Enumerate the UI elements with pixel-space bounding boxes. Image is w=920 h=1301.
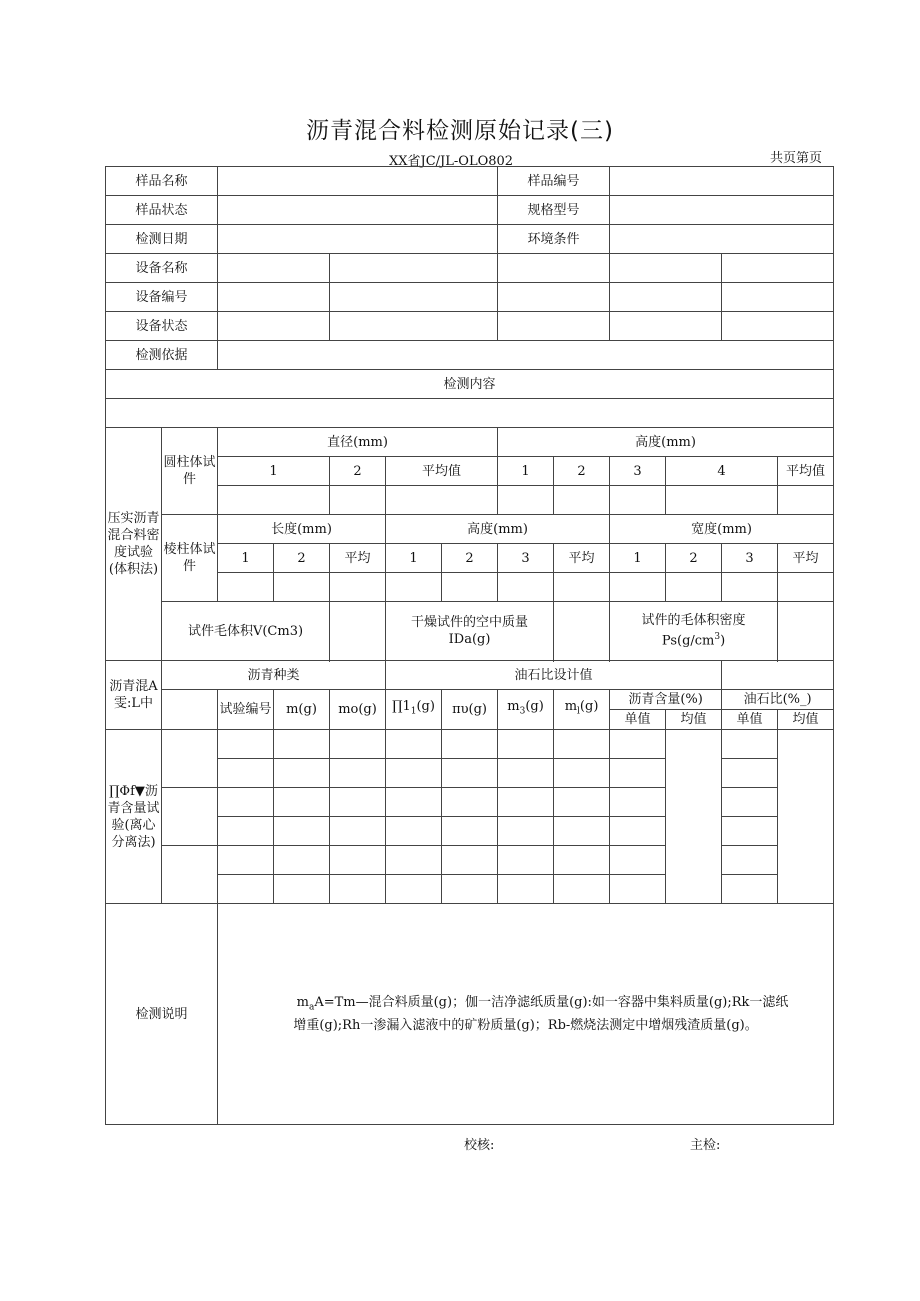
- data-cell[interactable]: [386, 486, 498, 515]
- cylinder-label: 圆柱体试件: [162, 428, 218, 515]
- col-m1: [386, 690, 442, 730]
- col-m1-main: ∏1: [392, 699, 411, 715]
- data-cell[interactable]: [498, 875, 554, 904]
- data-cell[interactable]: [274, 846, 330, 875]
- data-cell[interactable]: [218, 817, 274, 846]
- row-equip-name: [106, 254, 834, 283]
- data-cell[interactable]: [498, 486, 554, 515]
- asphalt-test-label-bottom: ∏Φf▼沥青含量试验(离心分离法): [106, 730, 162, 904]
- col-avg: 平均: [778, 544, 834, 573]
- content-heading: 检测内容: [106, 370, 834, 399]
- data-cell[interactable]: [442, 730, 498, 759]
- col-m3-end: (g): [525, 699, 544, 715]
- data-cell[interactable]: [330, 759, 386, 788]
- specimen-no-header: 试验编号: [218, 690, 274, 730]
- spec-model-label: 规格型号: [498, 196, 610, 225]
- table-row: [106, 846, 834, 875]
- equip-no-field[interactable]: [498, 283, 610, 312]
- data-cell[interactable]: [274, 730, 330, 759]
- equip-no-field[interactable]: [330, 283, 498, 312]
- dry-mass-label-line2: IDa(g): [448, 632, 491, 647]
- equip-name-label: 设备名称: [106, 254, 218, 283]
- data-cell[interactable]: [442, 846, 498, 875]
- equip-state-field[interactable]: [218, 312, 330, 341]
- notes-text: [218, 904, 834, 1125]
- col-ml-end: (g): [579, 699, 599, 715]
- data-cell[interactable]: [330, 788, 386, 817]
- row-test-date: [106, 225, 834, 254]
- design-ratio-label: 油石比设计值: [386, 661, 722, 690]
- data-cell[interactable]: [610, 817, 666, 846]
- data-cell[interactable]: [722, 759, 778, 788]
- notes-line-1: [219, 994, 832, 1017]
- bulk-density-label-line1: 试件的毛体积密度: [641, 613, 746, 629]
- data-cell[interactable]: [274, 759, 330, 788]
- col-number: 1: [610, 544, 666, 573]
- dry-mass-label-line1: 干燥试件的空中质量: [411, 615, 529, 630]
- data-cell[interactable]: [778, 486, 834, 515]
- row-test-basis: [106, 341, 834, 370]
- data-cell[interactable]: [610, 875, 666, 904]
- bulk-density-label-end: ): [720, 633, 726, 649]
- data-cell[interactable]: [554, 788, 610, 817]
- test-basis-label: 检测依据: [106, 341, 218, 370]
- dry-mass-label: [386, 602, 554, 661]
- data-cell[interactable]: [610, 486, 666, 515]
- col-m1-end: (g): [416, 699, 435, 715]
- data-cell[interactable]: [722, 875, 778, 904]
- row-cyl-header: [106, 428, 834, 457]
- cyl-height-header: 高度(mm): [498, 428, 834, 457]
- col-m3-main: m: [507, 699, 520, 715]
- col-avg-value: 平均值: [778, 457, 834, 486]
- data-cell[interactable]: [386, 817, 442, 846]
- notes-line1-m: m: [296, 995, 309, 1011]
- data-cell[interactable]: [610, 759, 666, 788]
- bulk-density-label: [610, 602, 778, 661]
- data-cell[interactable]: [386, 759, 442, 788]
- col-mu: πυ(g): [442, 690, 498, 730]
- data-cell[interactable]: [218, 846, 274, 875]
- equip-state-field[interactable]: [498, 312, 610, 341]
- sample-no-label: 样品编号: [498, 167, 610, 196]
- equip-state-field[interactable]: [722, 312, 834, 341]
- data-cell[interactable]: [554, 573, 610, 602]
- sample-state-label: 样品状态: [106, 196, 218, 225]
- col-ml: [554, 690, 610, 730]
- subscript: a: [308, 1002, 315, 1013]
- superscript: 3: [714, 632, 721, 643]
- data-cell[interactable]: [330, 573, 386, 602]
- data-cell[interactable]: [498, 573, 554, 602]
- test-date-label: 检测日期: [106, 225, 218, 254]
- data-cell[interactable]: [610, 788, 666, 817]
- col-m: m(g): [274, 690, 330, 730]
- col-number: 3: [722, 544, 778, 573]
- col-number: 4: [666, 457, 778, 486]
- row-density-results: [106, 602, 834, 661]
- data-cell[interactable]: [330, 875, 386, 904]
- data-cell[interactable]: [330, 730, 386, 759]
- notes-line-2: 增重(g);Rh一渗漏入滤液中的矿粉质量(g)；Rb-燃烧法测定中增烟残渣质量(g)。: [293, 1017, 758, 1033]
- data-cell[interactable]: [554, 486, 610, 515]
- bulk-density-value[interactable]: [778, 602, 834, 661]
- data-cell[interactable]: [554, 730, 610, 759]
- data-cell[interactable]: [610, 730, 666, 759]
- equip-no-label: 设备编号: [106, 283, 218, 312]
- col-ml-main: m: [564, 699, 578, 715]
- col-number: 3: [610, 457, 666, 486]
- equip-state-field[interactable]: [610, 312, 722, 341]
- equip-no-field[interactable]: [218, 283, 330, 312]
- table-row: [106, 788, 834, 817]
- col-avg: 平均: [330, 544, 386, 573]
- data-cell[interactable]: [498, 730, 554, 759]
- test-basis-field[interactable]: [218, 341, 834, 370]
- col-mo: mo(g): [330, 690, 386, 730]
- row-sample-state: [106, 196, 834, 225]
- asphalt-content-header: 沥青含量(%): [610, 690, 722, 710]
- equip-name-field[interactable]: [498, 254, 610, 283]
- col-avg: 平均: [554, 544, 610, 573]
- data-cell[interactable]: [442, 573, 498, 602]
- document-title: 沥青混合料检测原始记录(三): [306, 118, 614, 144]
- data-cell[interactable]: [442, 788, 498, 817]
- data-cell[interactable]: [386, 573, 442, 602]
- col-number: 2: [330, 457, 386, 486]
- data-cell[interactable]: [386, 846, 442, 875]
- width-header: 宽度(mm): [610, 515, 834, 544]
- dry-mass-value[interactable]: [554, 602, 610, 661]
- record-table: [105, 166, 834, 1125]
- asphalt-test-label-top: 沥青混A 雯:L中: [106, 661, 162, 730]
- asphalt-type-value[interactable]: [162, 690, 218, 730]
- row-content-heading: [106, 370, 834, 399]
- data-cell[interactable]: [218, 730, 274, 759]
- row-asphalt-cols: [106, 690, 834, 710]
- col-avg-value: 平均值: [386, 457, 498, 486]
- col-number: 2: [666, 544, 722, 573]
- data-cell[interactable]: [274, 573, 330, 602]
- notes-label: 检测说明: [106, 904, 218, 1125]
- col-number: 1: [386, 544, 442, 573]
- data-cell[interactable]: [498, 788, 554, 817]
- row-prism-header: [106, 515, 834, 544]
- env-conditions-label: 环境条件: [498, 225, 610, 254]
- data-cell[interactable]: [330, 486, 386, 515]
- data-cell[interactable]: [722, 817, 778, 846]
- col-m3: [498, 690, 554, 730]
- sample-name-field[interactable]: [218, 167, 498, 196]
- row-sample-name: [106, 167, 834, 196]
- subscript: 1: [410, 706, 417, 717]
- row-asphalt-header: [106, 661, 834, 690]
- prism-height-header: 高度(mm): [386, 515, 610, 544]
- col-number: 1: [498, 457, 554, 486]
- bulk-density-label-line2: Ps(g/cm: [661, 633, 715, 649]
- sample-no-field[interactable]: [610, 167, 834, 196]
- row-equip-no: [106, 283, 834, 312]
- data-cell[interactable]: [498, 759, 554, 788]
- oil-ratio-header: 油石比(%_): [722, 690, 834, 710]
- density-test-label: 压实沥青混合料密度试验(体积法): [106, 428, 162, 661]
- data-cell[interactable]: [666, 486, 778, 515]
- data-cell[interactable]: [218, 875, 274, 904]
- data-cell[interactable]: [498, 846, 554, 875]
- row-blank: [106, 399, 834, 428]
- col-mean: 均值: [666, 710, 722, 730]
- equip-state-label: 设备状态: [106, 312, 218, 341]
- col-number: 2: [442, 544, 498, 573]
- equip-no-field[interactable]: [610, 283, 722, 312]
- data-cell[interactable]: [274, 817, 330, 846]
- data-cell[interactable]: [666, 573, 722, 602]
- data-cell[interactable]: [386, 730, 442, 759]
- asphalt-type-label: 沥青种类: [162, 661, 386, 690]
- data-cell[interactable]: [162, 730, 218, 788]
- table-row: [106, 730, 834, 759]
- row-notes: [106, 904, 834, 1125]
- data-cell[interactable]: [554, 875, 610, 904]
- design-ratio-value[interactable]: [722, 661, 834, 690]
- check-label: 校核:: [464, 1138, 495, 1153]
- bulk-volume-value[interactable]: [330, 602, 386, 661]
- subscript: 3: [519, 706, 526, 717]
- data-cell[interactable]: [722, 846, 778, 875]
- page-count: 共页第页: [770, 151, 823, 166]
- col-single: 单值: [610, 710, 666, 730]
- col-number: 3: [498, 544, 554, 573]
- equip-name-field[interactable]: [610, 254, 722, 283]
- main-check-label: 主检:: [690, 1138, 721, 1153]
- data-cell[interactable]: [330, 846, 386, 875]
- env-conditions-field[interactable]: [610, 225, 834, 254]
- data-cell[interactable]: [442, 759, 498, 788]
- data-cell[interactable]: [274, 788, 330, 817]
- data-cell[interactable]: [610, 846, 666, 875]
- data-cell[interactable]: [778, 573, 834, 602]
- data-cell[interactable]: [162, 846, 218, 904]
- data-cell[interactable]: [554, 846, 610, 875]
- col-number: 1: [218, 457, 330, 486]
- spec-model-field[interactable]: [610, 196, 834, 225]
- test-date-field[interactable]: [218, 225, 498, 254]
- data-cell[interactable]: [610, 573, 666, 602]
- data-cell[interactable]: [330, 817, 386, 846]
- equip-state-field[interactable]: [330, 312, 498, 341]
- data-cell[interactable]: [386, 875, 442, 904]
- data-cell[interactable]: [386, 788, 442, 817]
- equip-no-field[interactable]: [722, 283, 834, 312]
- data-cell[interactable]: [218, 486, 330, 515]
- length-header: 长度(mm): [218, 515, 386, 544]
- col-number: 1: [218, 544, 274, 573]
- data-cell[interactable]: [274, 875, 330, 904]
- data-cell[interactable]: [218, 759, 274, 788]
- data-cell[interactable]: [162, 788, 218, 846]
- subscript: l: [577, 706, 580, 717]
- data-cell[interactable]: [442, 817, 498, 846]
- data-cell[interactable]: [722, 788, 778, 817]
- data-cell[interactable]: [722, 573, 778, 602]
- data-cell[interactable]: [554, 817, 610, 846]
- notes-line1-rest: A=Tm—混合料质量(g)；伽一洁净滤纸质量(g):如一容器中集料质量(g);Rk一滤纸: [314, 995, 789, 1011]
- row-equip-state: [106, 312, 834, 341]
- diameter-header: 直径(mm): [218, 428, 498, 457]
- col-number: 2: [554, 457, 610, 486]
- data-cell[interactable]: [498, 817, 554, 846]
- data-cell[interactable]: [442, 875, 498, 904]
- ratio-mean-cell[interactable]: [778, 730, 834, 904]
- col-mean: 均值: [778, 710, 834, 730]
- equip-name-field[interactable]: [218, 254, 330, 283]
- equip-name-field[interactable]: [330, 254, 498, 283]
- sample-name-label: 样品名称: [106, 167, 218, 196]
- col-single: 单值: [722, 710, 778, 730]
- document-code: XX省JC/JL-OLO802: [389, 154, 514, 169]
- sample-state-field[interactable]: [218, 196, 498, 225]
- equip-name-field[interactable]: [722, 254, 834, 283]
- prism-label: 棱柱体试件: [162, 515, 218, 602]
- blank-row[interactable]: [106, 399, 834, 428]
- data-cell[interactable]: [722, 730, 778, 759]
- data-cell[interactable]: [218, 788, 274, 817]
- data-cell[interactable]: [554, 759, 610, 788]
- col-number: 2: [274, 544, 330, 573]
- data-cell[interactable]: [218, 573, 274, 602]
- bulk-volume-label: 试件毛体积V(Cm3): [162, 602, 330, 661]
- content-mean-cell[interactable]: [666, 730, 722, 904]
